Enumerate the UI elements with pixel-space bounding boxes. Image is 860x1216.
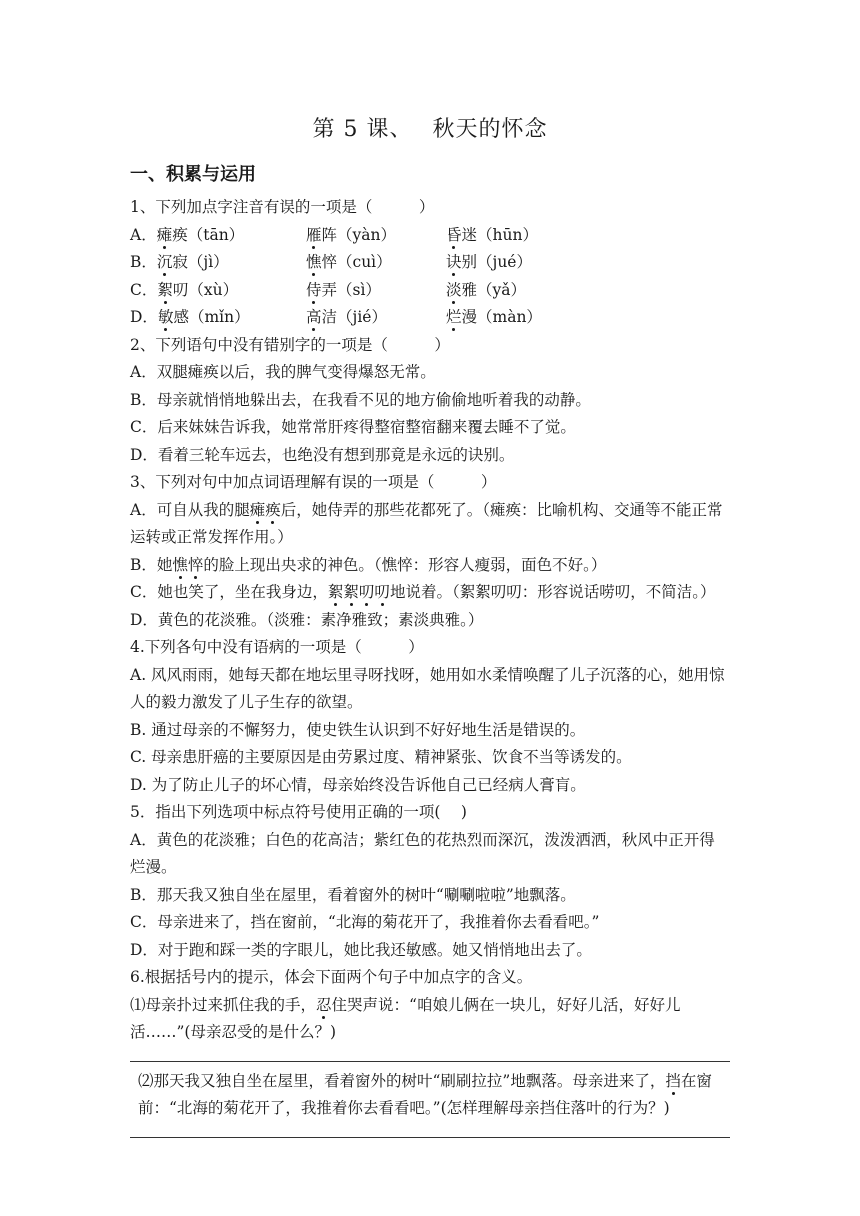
q1-stem: 1、下列加点字注音有误的一项是（ ） [130,198,435,216]
q1-word-c: 昏迷（hūn） [446,225,538,244]
question-list [130,194,730,1144]
q6-part-2: ⑵那天我又独自坐在屋里，看着窗外的树叶“刷刷拉拉”地飘落。母亲进来了，挡在窗前：“北海的菊花开了，我推着你去看看吧。”(怎样理解母亲挡住落叶的行为？) [138,1071,712,1117]
q3-a-dotted-word: 瘫痪 [249,500,281,519]
q4-option-a: A. 风风雨雨，她每天都在地坛里寻呀找呀，她用如水柔情唤醒了儿子沉落的心，她用惊人的毅力激发了儿子生存的欲望。 [130,665,725,711]
answer-line-1 [130,1061,730,1062]
q1-word-b: 高洁（jié） [306,308,387,326]
section-heading: 一、积累与运用 [130,164,256,185]
q3-option-a: A．可自从我的腿瘫痪后，她侍弄的那些花都死了。（瘫痪：比喻机构、交通等不能正常运转或正常发挥作用。） [130,500,723,546]
q3-b-dotted-word: 憔悴 [172,555,204,574]
q1-option-row [130,304,730,332]
q3-option-d: D．黄色的花淡雅。（淡雅：素净雅致；素淡典雅。） [130,610,484,629]
q3-stem: 3、下列对句中加点词语理解有误的一项是（ ） [130,473,497,491]
q6-p1-dotted-char: 忍 [316,995,332,1014]
q2-option-c: C．后来妹妹告诉我，她常常肝疼得整宿整宿翻来覆去睡不了觉。 [130,418,576,436]
q1-option-row [130,277,730,305]
q5-option-a: A．黄色的花淡雅；白色的花高洁；紫红色的花热烈而深沉，泼泼洒洒，秋风中正开得 [130,830,715,849]
q6-p2-dotted-char: 挡 [665,1071,681,1090]
q1-word-b: 侍弄（sì） [306,280,381,299]
q1-word-a: C．絮叨（xù） [130,280,239,299]
q2-option-b: B．母亲就悄悄地躲出去，在我看不见的地方偷偷地听着我的动静。 [130,390,591,409]
q2-stem: 2、下列语句中没有错别字的一项是（ ） [130,335,450,354]
q6-part-1: ⑴母亲扑过来抓住我的手，忍住哭声说：“咱娘儿俩在一块儿，好好儿活，好好儿活……”(母亲忍受的是什么？) [130,995,681,1041]
q5-option-b: B．那天我又独自坐在屋里，看着窗外的树叶“唰唰啦啦”地飘落。 [130,885,576,904]
q4-option-c: C. 母亲患肝癌的主要原因是由劳累过度、精神紧张、饮食不当等诱发的。 [130,748,632,766]
q5-option-a-cont: 烂漫。 [130,858,177,876]
q1-word-c: 淡雅（yǎ） [446,280,527,299]
q5-option-c: C．母亲进来了，挡在窗前，“北海的菊花开了，我推着你去看看吧。” [130,913,600,931]
q4-option-d: D. 为了防止儿子的坏心情，母亲始终没告诉他自己已经病人膏肓。 [130,775,586,794]
q3-option-c: C．她也笑了，坐在我身边，絮絮叨叨地说着。（絮絮叨叨：形容说话唠叨，不简洁。） [130,583,716,601]
q1-option-row [130,222,730,250]
q2-option-a: A．双腿瘫痪以后，我的脾气变得爆怒无常。 [130,363,436,381]
q1-word-b: 憔悴（cuì） [306,253,392,271]
q3-option-b: B．她憔悴的脸上现出央求的神色。（憔悴：形容人瘦弱，面色不好。） [130,555,607,574]
q1-word-c: 诀别（jué） [446,253,532,271]
q1-options [130,222,730,332]
q4-stem: 4.下列各句中没有语病的一项是（ ） [130,638,424,656]
q1-word-a: A．瘫痪（tān） [130,225,245,244]
answer-line-2 [130,1137,730,1138]
q6-stem: 6.根据括号内的提示，体会下面两个句子中加点字的含义。 [130,968,533,986]
q1-option-row [130,249,730,277]
q1-word-a: B．沉寂（jì） [130,253,229,271]
q1-word-a: D．敏感（mǐn） [130,308,250,326]
q5-option-d: D．对于跑和踩一类的字眼儿，她比我还敏感。她又悄悄地出去了。 [130,940,592,959]
q4-option-b: B. 通过母亲的不懈努力，使史铁生认识到不好好地生活是错误的。 [130,720,586,739]
q1-word-c: 烂漫（màn） [446,308,542,326]
q5-stem: 5．指出下列选项中标点符号使用正确的一项( ) [130,803,467,821]
q3-c-dotted-word: 絮絮叨叨 [327,583,390,601]
q1-word-b: 雁阵（yàn） [306,225,396,244]
page-title: 第 5 课、 秋天的怀念 [312,117,548,142]
q2-option-d: D．看着三轮车远去，也绝没有想到那竟是永远的诀别。 [130,445,515,464]
